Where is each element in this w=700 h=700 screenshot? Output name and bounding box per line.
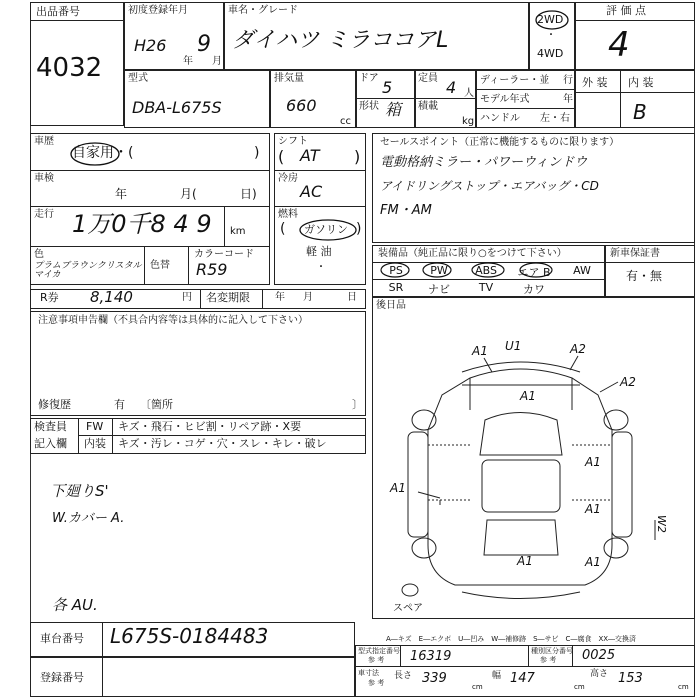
category-label: 種別区分番号 bbox=[531, 647, 573, 655]
km-unit: km bbox=[230, 226, 246, 237]
repair-label: 修復歴 bbox=[38, 398, 71, 411]
year-label: 年 bbox=[183, 56, 193, 67]
dealer-row-suffix: 行 bbox=[563, 75, 573, 86]
fuel-paren-open: ( bbox=[280, 221, 286, 237]
car-name-value: ダイハツ ミラココアL bbox=[232, 28, 449, 53]
windshield bbox=[480, 413, 562, 456]
equipment-item: PS bbox=[389, 264, 403, 277]
grade-value: 4 bbox=[608, 25, 630, 65]
inspector-label1: 検査員 bbox=[34, 420, 67, 433]
category-sub: 参 考 bbox=[540, 656, 557, 664]
equipment-item: SR bbox=[388, 281, 404, 294]
equipment-item: ABS bbox=[475, 264, 497, 277]
model-year-suffix: 年 bbox=[563, 94, 573, 105]
shape-value: 箱 bbox=[385, 100, 402, 119]
equipment-item: エア B bbox=[517, 266, 551, 279]
spare-tire bbox=[402, 584, 418, 596]
history-label: 車歴 bbox=[34, 136, 54, 147]
first-reg-era: H26 bbox=[134, 36, 167, 55]
deadline-month: 月 bbox=[303, 292, 313, 303]
drive-dot: ・ bbox=[546, 30, 556, 41]
interior-insp-label: 内装 bbox=[84, 437, 106, 450]
first-reg-month: 9 bbox=[197, 32, 211, 57]
recycle-label: R券 bbox=[40, 291, 59, 304]
car-name-label: 車名・グレード bbox=[228, 5, 298, 16]
ac-value: AC bbox=[300, 182, 323, 201]
equipment-item: カワ bbox=[523, 283, 545, 296]
capacity-value: 4 bbox=[446, 78, 457, 97]
rear-window bbox=[484, 520, 558, 555]
wheel-rear-left bbox=[412, 538, 436, 558]
chassis-label: 車台番号 bbox=[40, 632, 84, 645]
drive-4wd: 4WD bbox=[537, 47, 564, 60]
chassis-value: L675S-0184483 bbox=[110, 624, 269, 648]
rear-label: 後日品 bbox=[376, 300, 406, 311]
damage-mark: A1 bbox=[472, 344, 488, 358]
warranty-value: 有・無 bbox=[626, 269, 663, 283]
width-unit: cm bbox=[574, 683, 585, 691]
inspection-year: 年 bbox=[115, 187, 128, 201]
color-code-label: カラーコード bbox=[194, 249, 254, 260]
deadline-year: 年 bbox=[275, 292, 285, 303]
inspector-label2: 記入欄 bbox=[34, 437, 67, 450]
color-code-value: R59 bbox=[196, 260, 228, 279]
length-label: 長さ bbox=[394, 671, 413, 681]
kg-unit: kg bbox=[462, 116, 475, 127]
shift-paren-close: ) bbox=[354, 147, 361, 166]
doors-value: 5 bbox=[382, 78, 393, 97]
deadline-day: 日 bbox=[347, 292, 357, 303]
displacement-label: 排気量 bbox=[274, 73, 304, 84]
shape-label: 形状 bbox=[359, 101, 379, 112]
dims-label: 車寸法 bbox=[358, 669, 379, 677]
damage-mark: A1 bbox=[517, 554, 533, 568]
side-panel-right bbox=[612, 432, 632, 537]
inspection-month: 月( bbox=[180, 187, 197, 201]
fuel-dot: ・ bbox=[316, 262, 326, 273]
front-bumper bbox=[462, 362, 580, 372]
load-label: 積載 bbox=[418, 101, 438, 112]
interior-value: B bbox=[633, 100, 647, 124]
lot-label: 出品番号 bbox=[36, 5, 80, 18]
shift-paren-open: ( bbox=[278, 147, 285, 166]
rear-bumper bbox=[462, 592, 580, 599]
category-value: 0025 bbox=[582, 648, 616, 663]
fuel-label: 燃料 bbox=[278, 209, 298, 220]
doors-label: ドア bbox=[359, 73, 379, 84]
sales-point-line1: 電動格納ミラー・パワーウィンドウ bbox=[380, 155, 588, 170]
interior-items: キズ・汚レ・コゲ・穴・スレ・キレ・破レ bbox=[118, 437, 327, 450]
model-label: 型式 bbox=[128, 73, 148, 84]
length-value: 339 bbox=[422, 671, 447, 686]
equipment-item: ナビ bbox=[428, 283, 450, 296]
yen-unit: 円 bbox=[182, 292, 192, 303]
height-unit: cm bbox=[678, 683, 689, 691]
comment-1: 下廻りS' bbox=[50, 482, 109, 500]
damage-mark: A1 bbox=[390, 481, 406, 495]
model-year-label: モデル年式 bbox=[480, 94, 530, 105]
shift-value: AT bbox=[300, 146, 320, 165]
color-change-label: 色替 bbox=[150, 260, 170, 271]
damage-legend: A―キズ E―エクボ U―凹み W―補修跡 S―サビ C―腐食 XX―交換済 bbox=[386, 635, 637, 643]
damage-mark: U1 bbox=[505, 339, 522, 353]
interior-label: 内 装 bbox=[628, 76, 654, 89]
fw-label: FW bbox=[86, 420, 104, 433]
damage-mark: A1 bbox=[585, 455, 601, 469]
shift-label: シフト bbox=[278, 136, 308, 147]
grade-label: 評 価 点 bbox=[606, 4, 646, 17]
warranty-label: 新車保証書 bbox=[610, 248, 660, 259]
damage-mark: A2 bbox=[570, 342, 586, 356]
sales-point-line2: アイドリングストップ・エアバッグ・CD bbox=[380, 179, 599, 193]
exterior-label: 外 装 bbox=[582, 76, 608, 89]
month-label: 月 bbox=[212, 56, 222, 67]
color-value: プラムブラウンクリスタルマイカ bbox=[34, 261, 142, 280]
side-mark: W2 bbox=[655, 515, 668, 533]
recycle-value: 8,140 bbox=[90, 288, 133, 306]
width-label: 幅 bbox=[492, 671, 502, 681]
designation-value: 16319 bbox=[410, 649, 452, 664]
side-panel-left bbox=[408, 432, 428, 537]
equipment-item: TV bbox=[478, 281, 494, 294]
deadline-label: 名変期限 bbox=[206, 291, 250, 304]
fuel-gas: ガソリン bbox=[304, 223, 348, 236]
fw-items: キズ・飛石・ヒビ割・リペア跡・X要 bbox=[118, 420, 302, 433]
dims-sub: 参 考 bbox=[368, 679, 385, 687]
inspection-day: 日) bbox=[240, 187, 257, 201]
mileage-value: 1万0千8 4 9 bbox=[72, 210, 212, 238]
damage-mark: A2 bbox=[620, 375, 636, 389]
repair-value: 有 bbox=[114, 398, 125, 411]
color-label: 色 bbox=[34, 249, 44, 260]
height-value: 153 bbox=[618, 671, 643, 686]
height-label: 高さ bbox=[590, 669, 609, 679]
lot-number: 4032 bbox=[36, 53, 103, 83]
dealer-label: ディーラー・並 bbox=[480, 75, 550, 86]
spare-label: スペア bbox=[393, 603, 423, 614]
notes-label: 注意事項申告欄（不具合内容等は具体的に記入して下さい） bbox=[38, 315, 308, 326]
first-reg-label: 初度登録年月 bbox=[128, 5, 188, 16]
length-unit: cm bbox=[472, 683, 483, 691]
cc-unit: cc bbox=[340, 116, 351, 127]
comment-2: W.カバー A. bbox=[52, 511, 125, 526]
repair-bracket: 〔箇所 bbox=[140, 398, 173, 411]
designation-label: 型式指定番号 bbox=[358, 647, 400, 655]
handle-options: 左・右 bbox=[540, 113, 570, 124]
designation-sub: 参 考 bbox=[368, 656, 385, 664]
equipment-item: PW bbox=[430, 264, 448, 277]
ac-label: 冷房 bbox=[278, 173, 298, 184]
sales-point-line3: FM・AM bbox=[380, 203, 432, 218]
fuel-diesel: 軽 油 bbox=[306, 245, 332, 258]
model-value: DBA-L675S bbox=[132, 98, 222, 117]
history-close: ) bbox=[254, 145, 260, 161]
fuel-paren-close: ) bbox=[356, 221, 362, 237]
displacement-value: 660 bbox=[286, 96, 317, 115]
damage-mark: A1 bbox=[520, 389, 536, 403]
equipment-label: 装備品（純正品に限り○をつけて下さい） bbox=[378, 248, 567, 259]
drive-2wd: 2WD bbox=[537, 13, 564, 26]
comment-3: 各 AU. bbox=[52, 596, 98, 614]
width-value: 147 bbox=[510, 671, 535, 686]
reg-label: 登録番号 bbox=[40, 671, 84, 684]
wheel-rear-right bbox=[604, 538, 628, 558]
equipment-item: AW bbox=[573, 264, 591, 277]
capacity-label: 定員 bbox=[418, 73, 438, 84]
handle-label: ハンドル bbox=[480, 113, 520, 124]
damage-mark: A1 bbox=[585, 502, 601, 516]
mileage-label: 走行 bbox=[34, 209, 54, 220]
history-value: 自家用・( bbox=[72, 145, 134, 161]
person-unit: 人 bbox=[464, 88, 474, 99]
damage-mark: A1 bbox=[585, 555, 601, 569]
sales-point-label: セールスポイント（正常に機能するものに限ります） bbox=[380, 137, 620, 148]
inspection-label: 車検 bbox=[34, 173, 54, 184]
roof bbox=[482, 460, 560, 512]
repair-close: 〕 bbox=[352, 398, 363, 411]
